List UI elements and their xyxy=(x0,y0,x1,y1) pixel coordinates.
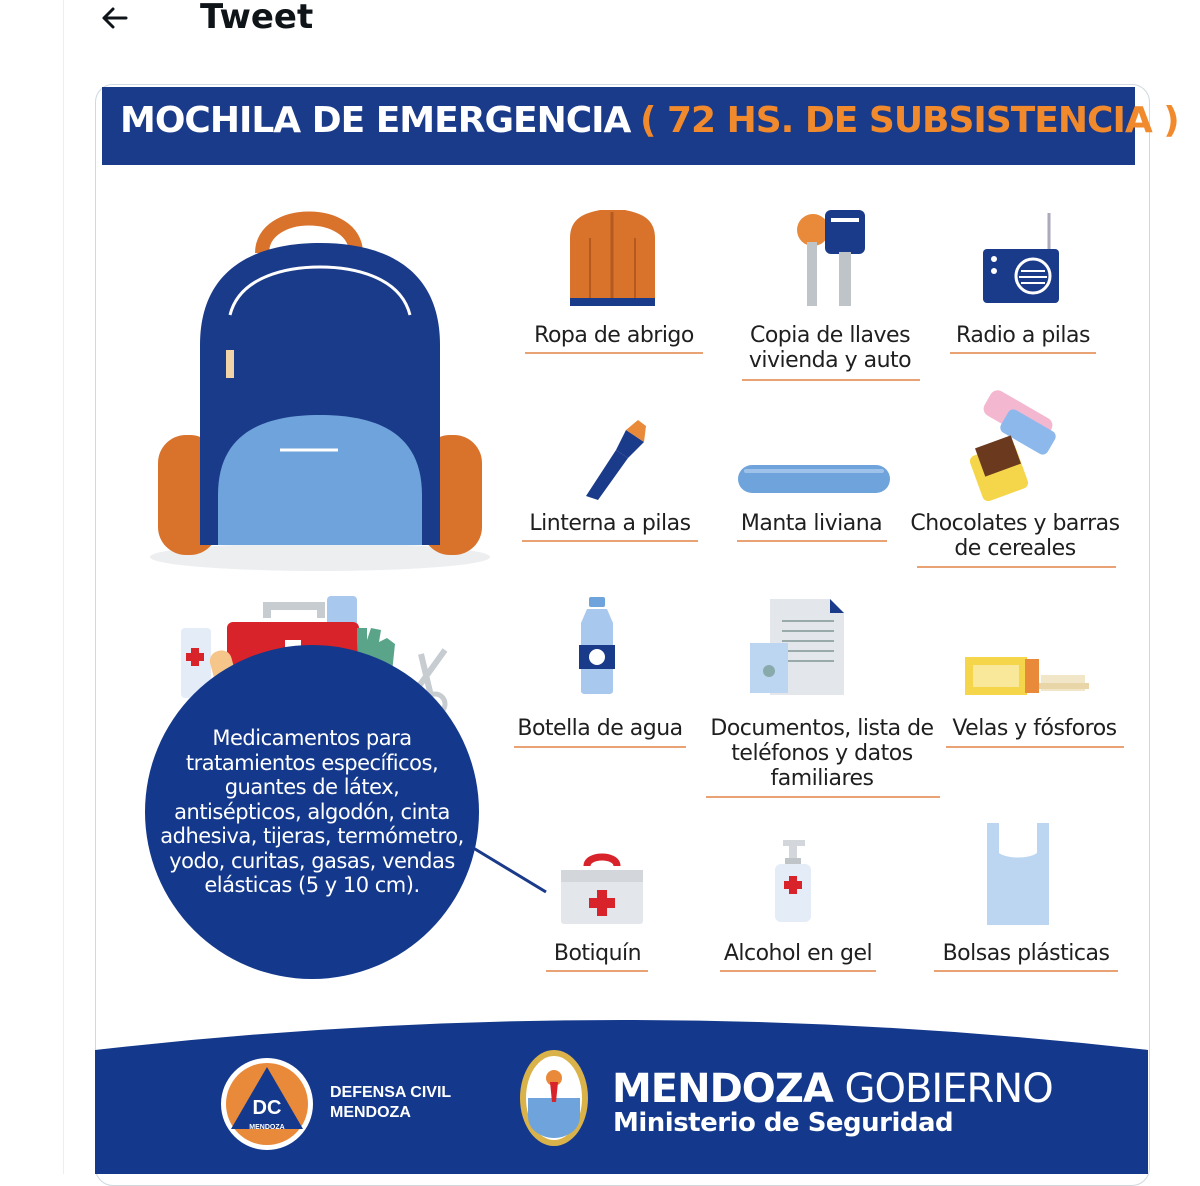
infographic-subtitle: ( 72 HS. DE SUBSISTENCIA ) xyxy=(640,100,1179,141)
flashlight-icon xyxy=(582,418,647,500)
defensa-civil-line1: DEFENSA CIVIL xyxy=(330,1084,452,1101)
hand-sanitizer-icon xyxy=(773,840,813,924)
chocolate-bar-icon xyxy=(965,393,1060,503)
defensa-civil-logo-icon xyxy=(220,1057,314,1151)
item-underline xyxy=(706,796,940,798)
blanket-icon xyxy=(738,465,890,495)
mendoza-gobierno-title xyxy=(612,1066,1053,1112)
jacket-icon xyxy=(570,208,655,308)
item-label-linterna: Linterna a pilas xyxy=(529,511,691,536)
first-aid-description: Medicamentos para tratamientos específicos, guantes de látex, antisépticos, algodón, cinta adhesiva, tijeras, termómetro, yodo, curitas, gasas, vendas elásticas (5 y 10 cm). xyxy=(160,726,464,897)
item-underline xyxy=(917,566,1116,568)
backpack-icon xyxy=(150,205,490,575)
keys-icon xyxy=(795,208,867,308)
water-bottle-icon xyxy=(575,597,620,695)
item-label-documentos: Documentos, lista de teléfonos y datos familiares xyxy=(710,716,934,791)
item-underline xyxy=(522,540,698,542)
defensa-civil-line2: MENDOZA xyxy=(330,1104,411,1121)
item-underline xyxy=(720,970,876,972)
timeline-divider xyxy=(63,0,64,1174)
pointer-line xyxy=(470,840,550,900)
gobierno-light: GOBIERNO xyxy=(832,1066,1053,1112)
candles-matches-icon xyxy=(965,655,1095,697)
item-label-botiquin: Botiquín xyxy=(553,941,642,966)
item-underline xyxy=(946,746,1124,748)
dc-badge-subtext: MENDOZA xyxy=(249,1124,285,1131)
item-underline xyxy=(737,540,887,542)
item-label-alcohol: Alcohol en gel xyxy=(723,941,873,966)
item-underline xyxy=(514,746,686,748)
item-label-chocolates: Chocolates y barras de cereales xyxy=(910,511,1120,561)
item-label-manta: Manta liviana xyxy=(740,511,883,536)
item-label-ropa: Ropa de abrigo xyxy=(534,323,694,348)
infographic-title: MOCHILA DE EMERGENCIA xyxy=(120,100,631,141)
item-label-velas: Velas y fósforos xyxy=(952,716,1117,741)
item-underline xyxy=(950,352,1096,354)
plastic-bag-icon xyxy=(987,823,1049,927)
documents-icon xyxy=(748,599,846,696)
item-label-radio: Radio a pilas xyxy=(956,323,1090,348)
item-label-botella: Botella de agua xyxy=(517,716,683,741)
item-underline xyxy=(742,379,920,381)
item-underline xyxy=(525,352,703,354)
page-title: Tweet xyxy=(200,0,314,37)
mendoza-shield-icon xyxy=(518,1048,590,1148)
defensa-civil-label xyxy=(330,1083,451,1123)
item-label-bolsas: Bolsas plásticas xyxy=(942,941,1110,966)
dc-badge-text: DC xyxy=(252,1097,282,1119)
first-aid-kit-icon xyxy=(561,852,643,926)
item-underline xyxy=(546,970,648,972)
mendoza-bold: MENDOZA xyxy=(612,1066,833,1112)
item-underline xyxy=(934,970,1118,972)
item-label-llaves: Copia de llaves vivienda y auto xyxy=(748,323,912,373)
ministry-label: Ministerio de Seguridad xyxy=(613,1108,954,1138)
arrow-left-icon[interactable] xyxy=(98,2,130,34)
radio-icon xyxy=(983,213,1061,305)
